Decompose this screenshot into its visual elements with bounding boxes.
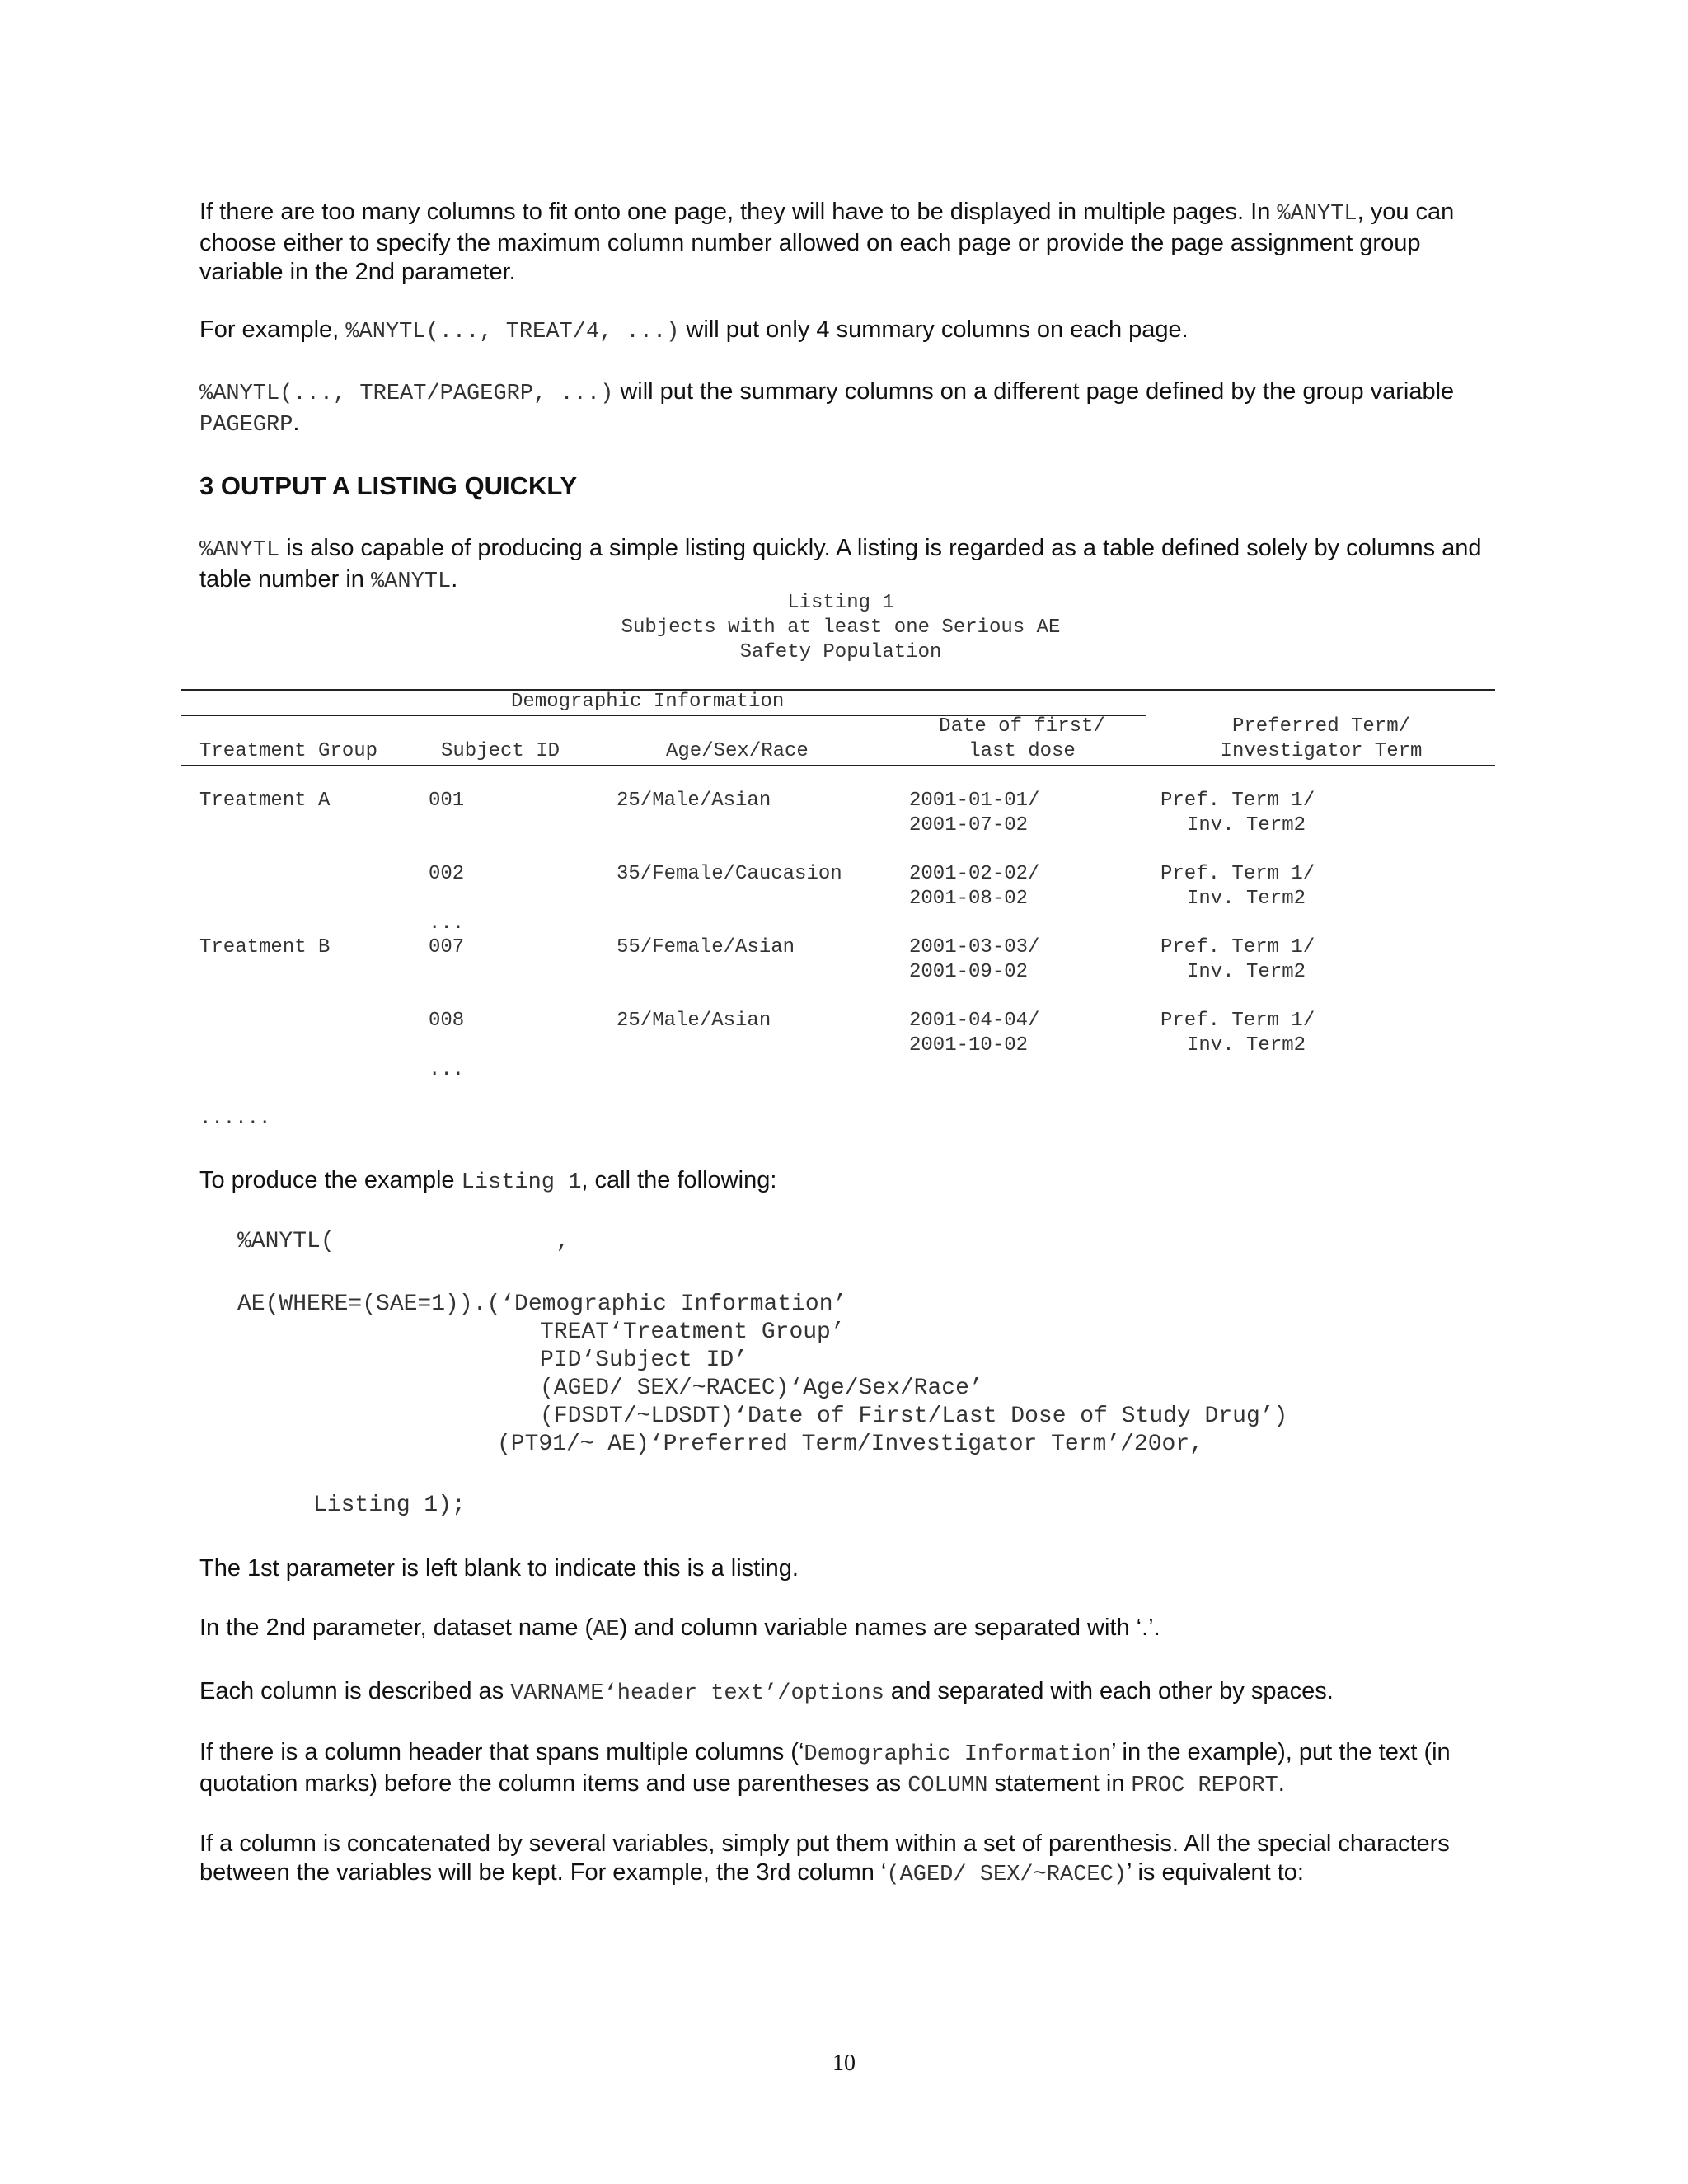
inline-code: (AGED/ SEX/~RACEC) [886, 1863, 1128, 1887]
cell-last-dose: 2001-07-02 [909, 814, 1029, 837]
cell-treatment-group: Treatment A [199, 790, 331, 812]
cell-preferred-term: Pref. Term 1/ [1160, 863, 1315, 885]
table-top-rule [181, 689, 1495, 691]
paragraph-listing-intro: %ANYTL is also capable of producing a simple listing quickly. A listing is regarded as a table defined solely by columns and table number in %ANYTL. [199, 535, 1482, 594]
listing-subtitle: Subjects with at least one Serious AE [621, 616, 1061, 639]
cell-subject-id: 002 [429, 863, 465, 885]
cell-age-sex-race: 35/Female/Caucasion [617, 863, 842, 885]
header-term-line1: Preferred Term/ [1231, 715, 1411, 738]
paragraph-column-description: Each column is described as VARNAME‘header text’/options and separated with each other by spaces. [199, 1678, 1334, 1706]
cell-last-dose: 2001-08-02 [909, 888, 1029, 910]
header-subject-id: Subject ID [441, 740, 560, 762]
inline-code: %ANYTL [370, 569, 452, 594]
paragraph-spanning-header: If there is a column header that spans multiple columns (‘Demographic Information’ in the example), put the text (in quotation marks) before the column items and use parentheses as COLUMN statement in PROC REPORT. [199, 1739, 1451, 1798]
cell-subject-id: 001 [429, 790, 465, 812]
code-line: AE(WHERE=(SAE=1)).(‘Demographic Information’ [237, 1291, 847, 1317]
cell-age-sex-race: 25/Male/Asian [617, 1010, 771, 1032]
inline-code: %ANYTL(..., TREAT/4, ...) [345, 320, 680, 344]
paragraph-example-pagegrp: %ANYTL(..., TREAT/PAGEGRP, ...) will put the summary columns on a different page defined by the group variable PAGEGRP. [199, 378, 1455, 438]
header-date-line2: last dose [968, 740, 1076, 762]
trailing-dots: ...... [199, 1108, 271, 1130]
code-line: TREAT‘Treatment Group’ [540, 1319, 845, 1345]
paragraph-example-treat4: For example, %ANYTL(..., TREAT/4, ...) will put only 4 summary columns on each page. [199, 316, 1189, 344]
code-line: (FDSDT/~LDSDT)‘Date of First/Last Dose of Study Drug’) [540, 1404, 1288, 1429]
cell-last-dose: 2001-09-02 [909, 961, 1029, 983]
cell-treatment-group: Treatment B [199, 936, 331, 958]
code-line: PID‘Subject ID’ [540, 1347, 748, 1373]
cell-age-sex-race: 55/Female/Asian [617, 936, 795, 958]
paragraph-concatenated-column: If a column is concatenated by several variables, simply put them within a set of parenthesis. All the special characters between the variables will be kept. For example, the 3rd column ‘(AGED/ SEX/~RACEC)’ is equivalent to: [199, 1830, 1450, 1887]
inline-code: PAGEGRP [199, 413, 293, 438]
inline-code: Listing 1 [461, 1170, 582, 1195]
listing-population: Safety Population [739, 641, 942, 663]
row-ellipsis: ... [429, 1059, 465, 1081]
code-line: Listing 1); [313, 1493, 466, 1518]
cell-investigator-term: Inv. Term2 [1187, 814, 1306, 837]
code-line: (PT91/~ AE)‘Preferred Term/Investigator Term’/20or, [497, 1432, 1203, 1457]
header-age-sex-race: Age/Sex/Race [666, 740, 809, 762]
inline-code: %ANYTL [199, 538, 280, 563]
cell-preferred-term: Pref. Term 1/ [1160, 790, 1315, 812]
cell-first-dose: 2001-04-04/ [909, 1010, 1040, 1032]
section-heading: 3 OUTPUT A LISTING QUICKLY [199, 471, 578, 500]
inline-code: AE [593, 1618, 620, 1643]
cell-investigator-term: Inv. Term2 [1187, 888, 1306, 910]
cell-investigator-term: Inv. Term2 [1187, 961, 1306, 983]
header-term-line2: Investigator Term [1220, 740, 1423, 762]
cell-age-sex-race: 25/Male/Asian [617, 790, 771, 812]
code-line: (AGED/ SEX/~RACEC)‘Age/Sex/Race’ [540, 1376, 983, 1401]
page-number: 10 [832, 2050, 856, 2076]
paragraph-multiple-pages: If there are too many columns to fit onto one page, they will have to be displayed in multiple pages. In %ANYTL, you can choose either to specify the maximum column number allowed on each page or provide the page assignment group variable in the 2nd parameter. [199, 199, 1455, 285]
spanning-header: Demographic Information [511, 691, 785, 713]
cell-preferred-term: Pref. Term 1/ [1160, 1010, 1315, 1032]
header-date-line1: Date of first/ [939, 715, 1105, 738]
listing-title: Listing 1 [787, 592, 894, 614]
row-ellipsis: ... [429, 912, 465, 935]
paragraph-produce-example: To produce the example Listing 1, call the following: [199, 1167, 777, 1195]
cell-subject-id: 008 [429, 1010, 465, 1032]
cell-first-dose: 2001-03-03/ [909, 936, 1040, 958]
inline-code: Demographic Information [804, 1742, 1112, 1767]
inline-code: %ANYTL [1277, 202, 1357, 227]
paragraph-first-parameter: The 1st parameter is left blank to indicate this is a listing. [199, 1555, 799, 1582]
inline-code: COLUMN [907, 1774, 988, 1798]
header-treatment-group: Treatment Group [199, 740, 378, 762]
cell-investigator-term: Inv. Term2 [1187, 1034, 1306, 1057]
paragraph-second-parameter: In the 2nd parameter, dataset name (AE) and column variable names are separated with ‘.’. [199, 1615, 1160, 1643]
cell-subject-id: 007 [429, 936, 465, 958]
header-bottom-rule [181, 765, 1495, 766]
cell-preferred-term: Pref. Term 1/ [1160, 936, 1315, 958]
inline-code: PROC REPORT [1131, 1774, 1278, 1798]
cell-first-dose: 2001-02-02/ [909, 863, 1040, 885]
cell-last-dose: 2001-10-02 [909, 1034, 1029, 1057]
inline-code: %ANYTL(..., TREAT/PAGEGRP, ...) [199, 382, 614, 406]
inline-code: VARNAME‘header text’/options [510, 1681, 884, 1706]
code-line: %ANYTL( , [237, 1229, 570, 1254]
cell-first-dose: 2001-01-01/ [909, 790, 1040, 812]
